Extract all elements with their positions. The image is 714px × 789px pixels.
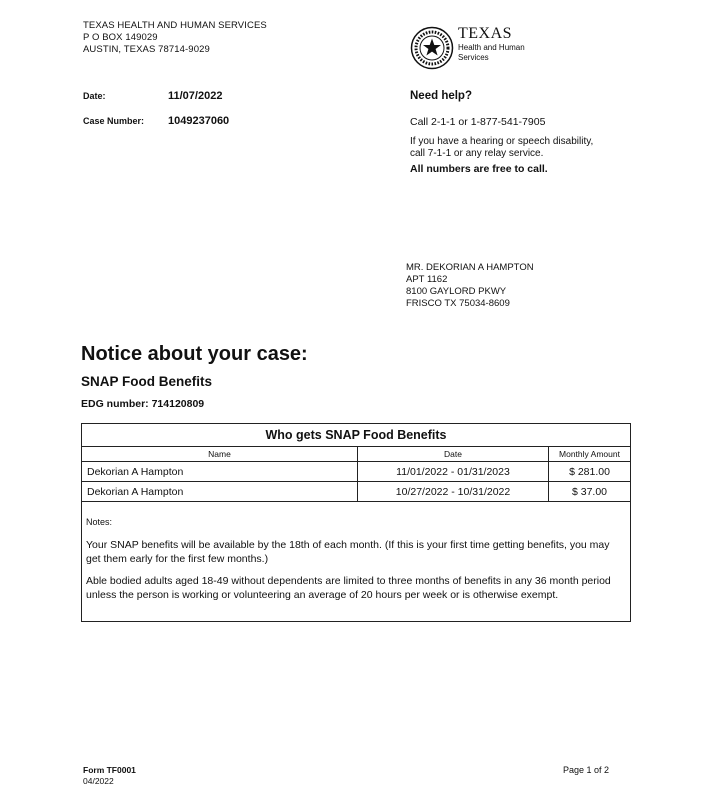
header-amount: Monthly Amount <box>549 447 631 462</box>
edg-label: EDG number: <box>81 398 149 410</box>
row-name: Dekorian A Hampton <box>82 462 358 482</box>
date-value: 11/07/2022 <box>168 90 223 102</box>
texas-seal-icon <box>410 26 454 70</box>
sender-line-1: TEXAS HEALTH AND HUMAN SERVICES <box>83 20 267 31</box>
notes-section <box>86 515 626 610</box>
help-note-line-1: If you have a hearing or speech disability, <box>410 136 594 147</box>
form-id <box>83 765 136 787</box>
notice-subtitle: SNAP Food Benefits <box>81 374 213 389</box>
table-row <box>82 482 631 502</box>
recipient-address <box>406 262 534 310</box>
notes-label: Notes: <box>86 517 113 527</box>
logo-subtitle-2: Services <box>458 53 489 62</box>
row-date: 10/27/2022 - 10/31/2022 <box>358 482 549 502</box>
page-number: Page 1 of 2 <box>563 765 610 775</box>
sender-line-2: P O BOX 149029 <box>83 32 158 43</box>
edg-number <box>81 398 204 410</box>
header-date: Date <box>358 447 549 462</box>
row-amount: $ 37.00 <box>549 482 631 502</box>
sender-line-3: AUSTIN, TEXAS 78714-9029 <box>83 44 210 55</box>
row-name: Dekorian A Hampton <box>82 482 358 502</box>
agency-logo <box>410 24 540 72</box>
recipient-street: 8100 GAYLORD PKWY <box>406 286 507 297</box>
notice-title: Notice about your case: <box>81 343 308 365</box>
form-number: Form TF0001 <box>83 765 136 775</box>
benefits-title: Who gets SNAP Food Benefits <box>265 428 447 442</box>
edg-value: 714120809 <box>151 398 205 410</box>
help-note-line-2: call 7-1-1 or any relay service. <box>410 148 544 159</box>
logo-subtitle-1: Health and Human <box>458 43 525 52</box>
logo-title: TEXAS <box>458 25 513 42</box>
help-free-note: All numbers are free to call. <box>410 163 548 175</box>
benefits-box <box>81 423 631 622</box>
row-date: 11/01/2022 - 01/31/2023 <box>358 462 549 482</box>
table-row <box>82 462 631 482</box>
recipient-city: FRISCO TX 75034-8609 <box>406 298 510 309</box>
case-number-value: 1049237060 <box>168 115 230 127</box>
note-paragraph-1: Your SNAP benefits will be available by the 18th of each month. (If this is your first time getting benefits, you may get them early for the first few months.) <box>86 539 610 565</box>
table-header-row <box>82 447 631 462</box>
help-title: Need help? <box>410 90 472 102</box>
help-relay-note <box>410 136 640 160</box>
sender-address <box>83 20 267 56</box>
benefits-table <box>81 446 631 502</box>
date-label: Date: <box>83 91 106 101</box>
help-phone-numbers: Call 2-1-1 or 1-877-541-7905 <box>410 116 546 128</box>
case-number-label: Case Number: <box>83 116 145 126</box>
recipient-apt: APT 1162 <box>406 274 448 285</box>
recipient-name: MR. DEKORIAN A HAMPTON <box>406 262 534 273</box>
form-date: 04/2022 <box>83 776 114 786</box>
note-paragraph-2: Able bodied adults aged 18-49 without dependents are limited to three months of benefits in any 36 month period unless the person is working or volunteering an average of 20 hours per week or is otherwise exempt. <box>86 575 611 601</box>
row-amount: $ 281.00 <box>549 462 631 482</box>
header-name: Name <box>82 447 358 462</box>
logo-wordmark <box>458 26 525 62</box>
